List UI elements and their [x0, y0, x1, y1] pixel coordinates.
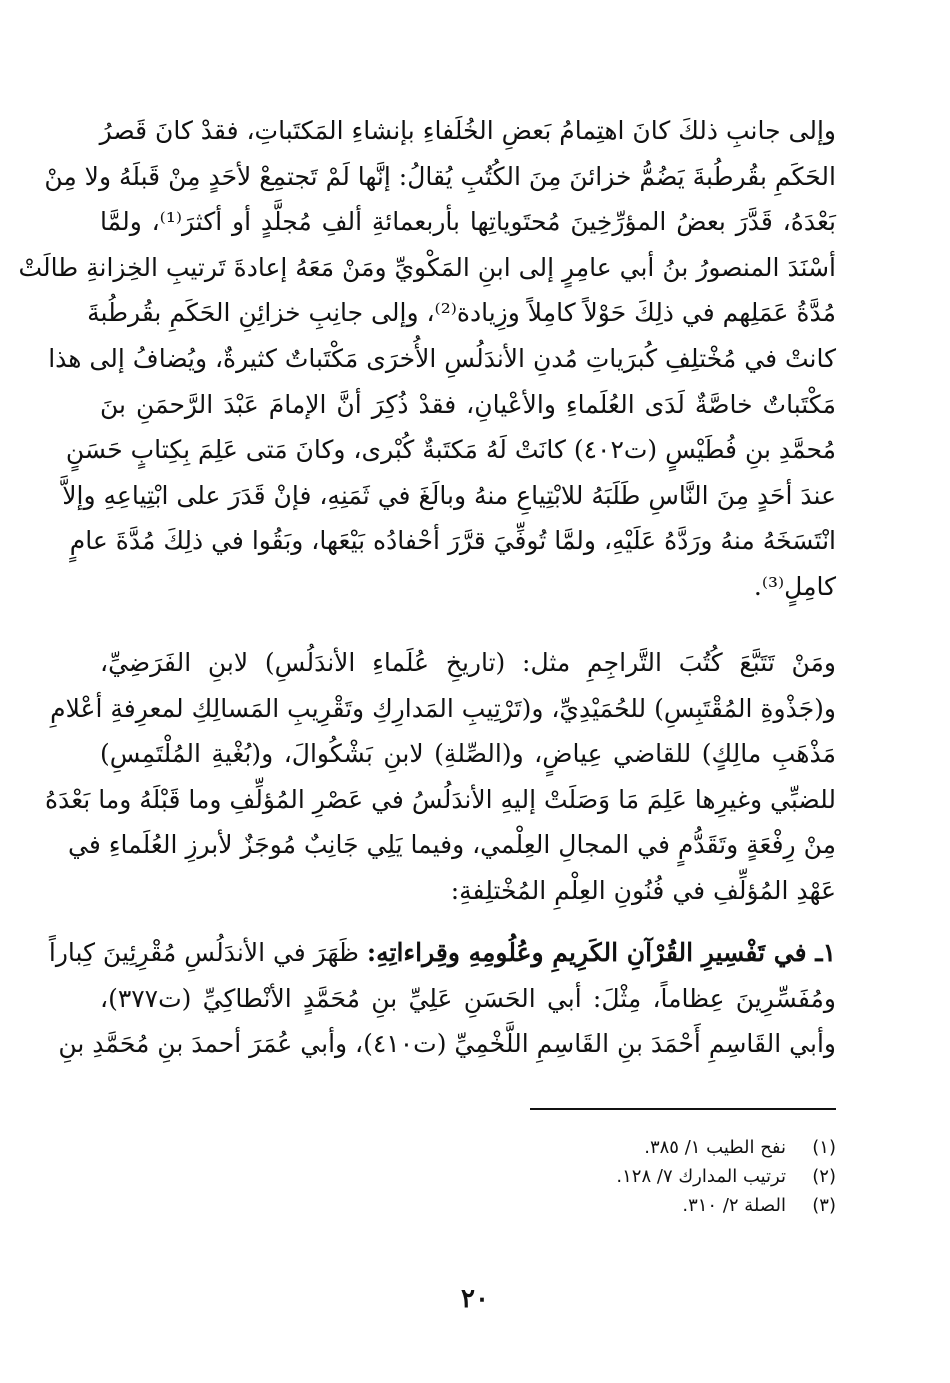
text-line: بَعْدَهُ، قَدَّرَ بعضُ المؤرِّخِينَ مُحتَوياتِها بأربعمائةِ ألفِ مُجلَّدٍ أو أكثرَ⁽¹⁾، ولمَّا: [100, 207, 836, 237]
footnotes: [336, 1133, 836, 1220]
footnote-text: الصلة ٢/ ٣١٠.: [682, 1195, 786, 1216]
footnote-text: ترتيب المدارك ٧/ ١٢٨.: [616, 1166, 786, 1187]
text-line: ومَنْ تَتَبَّعَ كُتُبَ التَّراجِمِ مثل: (تاريخِ عُلَماءِ الأندَلُسِ) لابنِ الفَرَضِيِّ،: [100, 648, 836, 677]
text-line: [48, 930, 836, 976]
text-fragment: ظَهَرَ في الأندَلُسِ مُقْرِئِينَ كِباراً: [48, 938, 359, 967]
text-line: وإلى جانبِ ذلكَ كانَ اهتِمامُ بَعضِ الخُلَفاءِ بإنشاءِ المَكتَباتِ، فقدْ كانَ قَصرُ: [99, 116, 836, 145]
text-line: عندَ أحَدٍ مِنَ النَّاسِ طَلَبَهُ للابْتِياعِ منهُ وبالَغَ في ثَمَنِهِ، فإنْ قَدَرَ على ابْتِياعِهِ وإلاَّ: [62, 480, 836, 510]
text-line: ومُفَسِّرِينَ عِظاماً، مِثْلَ: أبي الحَسَنِ عَلِيِّ بنِ مُحَمَّدٍ الأنْطاكِيِّ (ت٣٧٧)،: [100, 983, 836, 1013]
footnote-text: نفح الطيب ١/ ٣٨٥.: [644, 1137, 786, 1158]
footnote-number: (٣): [812, 1195, 836, 1216]
text-line: و(جَذْوةِ المُقْتَبِسِ) للحُمَيْدِيِّ، و(تَرْتِيبِ المَدارِكِ وتَقْرِيبِ المَسالِكِ لمعرِفةِ أعْلامِ: [50, 693, 836, 723]
footnote-separator: [530, 1108, 836, 1110]
page-number: ٢٠: [461, 1284, 489, 1314]
footnote-item: [336, 1162, 836, 1191]
text-line: مَذْهَبِ مالِكٍ) للقاضي عِياضٍ، و(الصِّلةِ) لابنِ بَشْكُوالَ، و(بُغْيةِ المُلْتَمِسِ): [100, 739, 836, 769]
text-line: مُدَّةُ عَمَلِهم في ذلِكَ حَوْلاً كامِلاً وزِيادة⁽²⁾، وإلى جانِبِ خزائِنِ الحَكَمِ بقُرطُبةَ: [87, 298, 836, 328]
footnote-item: [336, 1191, 836, 1220]
section-heading: ١ـ في تَفْسِيرِ القُرْآنِ الكَرِيمِ وعُلُومِهِ وقِراءاتِهِ:: [366, 938, 836, 967]
text-line: كامِلٍ⁽³⁾.: [753, 571, 836, 601]
text-line: للضبِّي وغيرِها عَلِمَ مَا وَصَلَتْ إليهِ الأندَلُسُ في عَصْرِ المُؤلِّفِ وما قَبْلَهُ وما بَعْدَهُ: [45, 784, 836, 814]
text-line: عَهْدِ المُؤلِّفِ في فُنُونِ العِلْمِ المُخْتلِفةِ:: [450, 875, 836, 905]
text-line: أسْنَدَ المنصورُ بنُ أبي عامِرٍ إلى ابنِ المَكْويِّ ومَنْ مَعَهُ إعادةَ تَرتيبِ الخِزانةِ طالَتْ: [18, 252, 836, 282]
text-line: كانتْ في مُخْتلِفِ كُبرَياتِ مُدنِ الأندَلُسِ الأُخرَى مَكْتَباتٌ كثيرةٌ، ويُضافُ إلى هذا: [48, 343, 836, 373]
text-line: انْتَسَخَهُ منهُ ورَدَّهُ عَلَيْهِ، ولمَّا تُوفِّيَ قرَّرَ أحْفادُه بَيْعَها، وبَقُوا في ذلِكَ مُدَّةَ عامٍ: [69, 526, 836, 556]
paragraph-libraries: [18, 108, 836, 610]
text-line: مِنْ رِفْعَةٍ وتَقَدُّمٍ في المجالِ العِلْمي، وفيما يَلِي جَانِبٌ مُوجَزٌ لأبرزِ العُلَماءِ في: [68, 830, 836, 860]
text-line: الحَكَمِ بقُرطُبةَ يَضُمُّ خزائنَ مِنَ الكُتُبِ يُقالُ: إنَّها لَمْ تَجتمِعْ لأحَدٍ مِنْ قَبلَهُ ولا مِنْ: [44, 161, 836, 191]
paragraph-quran-sciences: [48, 930, 836, 1067]
footnote-number: (١): [812, 1137, 836, 1158]
text-line: مُحمَّدِ بنِ فُطَيْسٍ (ت٤٠٢) كانَتْ لَهُ مَكتَبةٌ كُبْرى، وكانَ مَتى عَلِمَ بِكِتابٍ حَسَنٍ: [65, 435, 836, 465]
footnote-number: (٢): [812, 1166, 836, 1187]
footnote-item: [336, 1133, 836, 1162]
paragraph-biographies: [45, 640, 836, 914]
text-line: مَكْتَباتٌ خاصَّةٌ لَدَى العُلَماءِ والأعْيانِ، فقدْ ذُكِرَ أنَّ الإمامَ عَبْدَ الرَّحمَنِ بنَ: [100, 389, 836, 419]
text-line: وأبي القَاسِمِ أَحْمَدَ بنِ القَاسِمِ اللَّخْمِيِّ (ت٤١٠)، وأبي عُمَرَ أحمدَ بنِ مُحَمَّدِ بنِ: [58, 1029, 836, 1059]
